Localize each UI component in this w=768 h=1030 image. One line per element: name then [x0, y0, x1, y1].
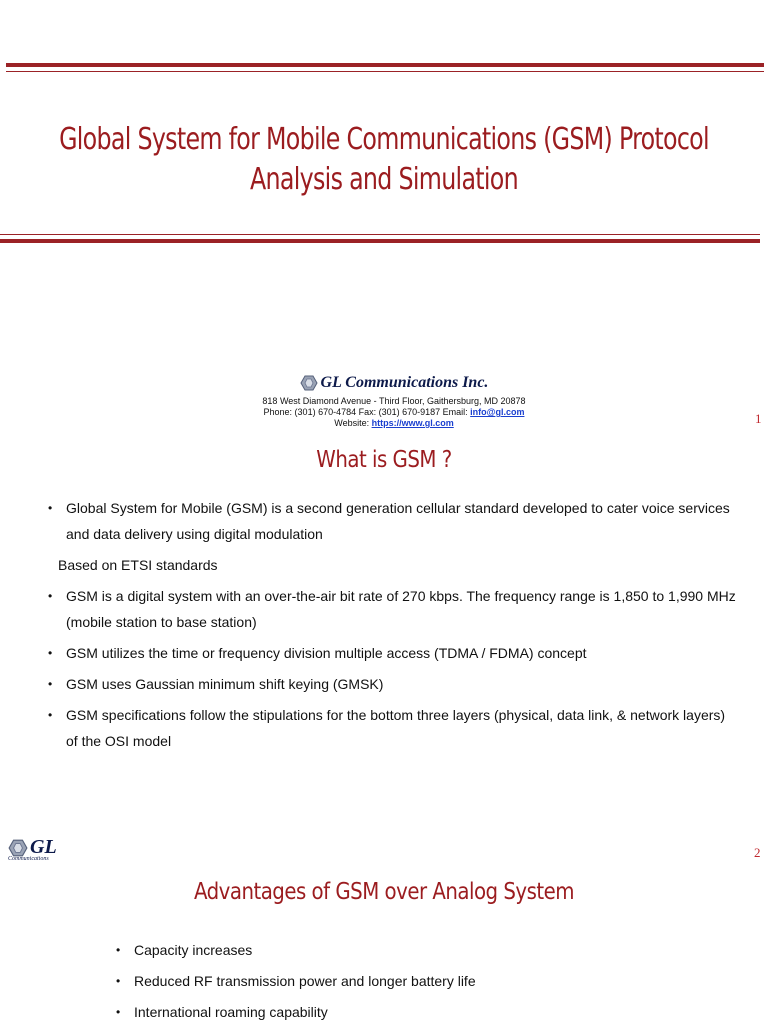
top-rule-thick: [6, 63, 764, 67]
list-item-text: GSM utilizes the time or frequency division multiple access (TDMA / FDMA) concept: [66, 645, 587, 661]
slide-3-title: Advantages of GSM over Analog System: [193, 879, 575, 905]
bullet-dot: •: [116, 943, 121, 957]
top-rule-thin: [6, 71, 764, 72]
list-item: [48, 671, 738, 697]
bullet-dot: •: [48, 646, 53, 660]
bullet-dot: •: [116, 974, 121, 988]
company-website: [0, 418, 768, 429]
bottom-rule-thin: [0, 234, 760, 235]
list-item-text: GSM uses Gaussian minimum shift keying (GMSK): [66, 676, 384, 692]
company-name: GL Communications Inc.: [320, 374, 489, 391]
list-item-text: International roaming capability: [134, 1004, 328, 1020]
bottom-rule-thick: [0, 239, 760, 243]
company-logo: [300, 374, 489, 392]
slide-3-bullet-list: [116, 937, 736, 1030]
slide-1-title-line-1: Global System for Mobile Communications (GSM) Protocol: [59, 122, 709, 157]
gl-logo-subtext: Communications: [8, 856, 49, 862]
list-item-text: GSM specifications follow the stipulations for the bottom three layers (physical, data link, & network layers) of the OSI model: [66, 707, 726, 749]
company-info: [0, 374, 768, 429]
slide-1-title-line-2: Analysis and Simulation: [250, 162, 518, 197]
bullet-dot: •: [48, 589, 53, 603]
list-item: [48, 640, 738, 666]
contact-text: Phone: (301) 670-4784 Fax: (301) 670-9187 Email:: [263, 407, 471, 417]
bullet-dot: •: [116, 1005, 121, 1019]
bullet-dot: •: [48, 708, 53, 722]
list-item-plain: Based on ETSI standards: [58, 557, 218, 573]
list-item: [48, 583, 738, 635]
list-item-text: Global System for Mobile (GSM) is a second generation cellular standard developed to cater voice services and data delivery using digital modulation: [66, 500, 730, 542]
slide-2-title: What is GSM ?: [316, 447, 452, 473]
gl-logo-icon: [300, 375, 318, 391]
list-item: [116, 999, 736, 1025]
slide-1-title: [46, 120, 722, 200]
list-item-text: GSM is a digital system with an over-the-air bit rate of 270 kbps. The frequency range is 1,850 to 1,990 MHz (mobile station to base station): [66, 588, 736, 630]
company-address: 818 West Diamond Avenue - Third Floor, Gaithersburg, MD 20878: [262, 396, 526, 406]
email-link[interactable]: info@gl.com: [470, 407, 525, 417]
page-number-1: 1: [755, 411, 762, 426]
company-contact: [0, 407, 768, 418]
list-item-text: Reduced RF transmission power and longer battery life: [134, 973, 476, 989]
bullet-dot: •: [48, 501, 53, 515]
gl-logo-text: GL: [30, 836, 57, 858]
bullet-dot: •: [48, 677, 53, 691]
website-label: Website:: [334, 418, 372, 428]
page-number-2: 2: [754, 845, 761, 860]
gl-logo-icon: [8, 839, 28, 857]
list-item-text: Capacity increases: [134, 942, 253, 958]
slide-2-bullet-list: [48, 495, 738, 759]
website-link[interactable]: https://www.gl.com: [371, 418, 454, 428]
list-item: [48, 495, 738, 547]
gl-logo: [8, 836, 57, 862]
list-item: [116, 968, 736, 994]
list-item: [116, 937, 736, 963]
list-item: [48, 702, 738, 754]
